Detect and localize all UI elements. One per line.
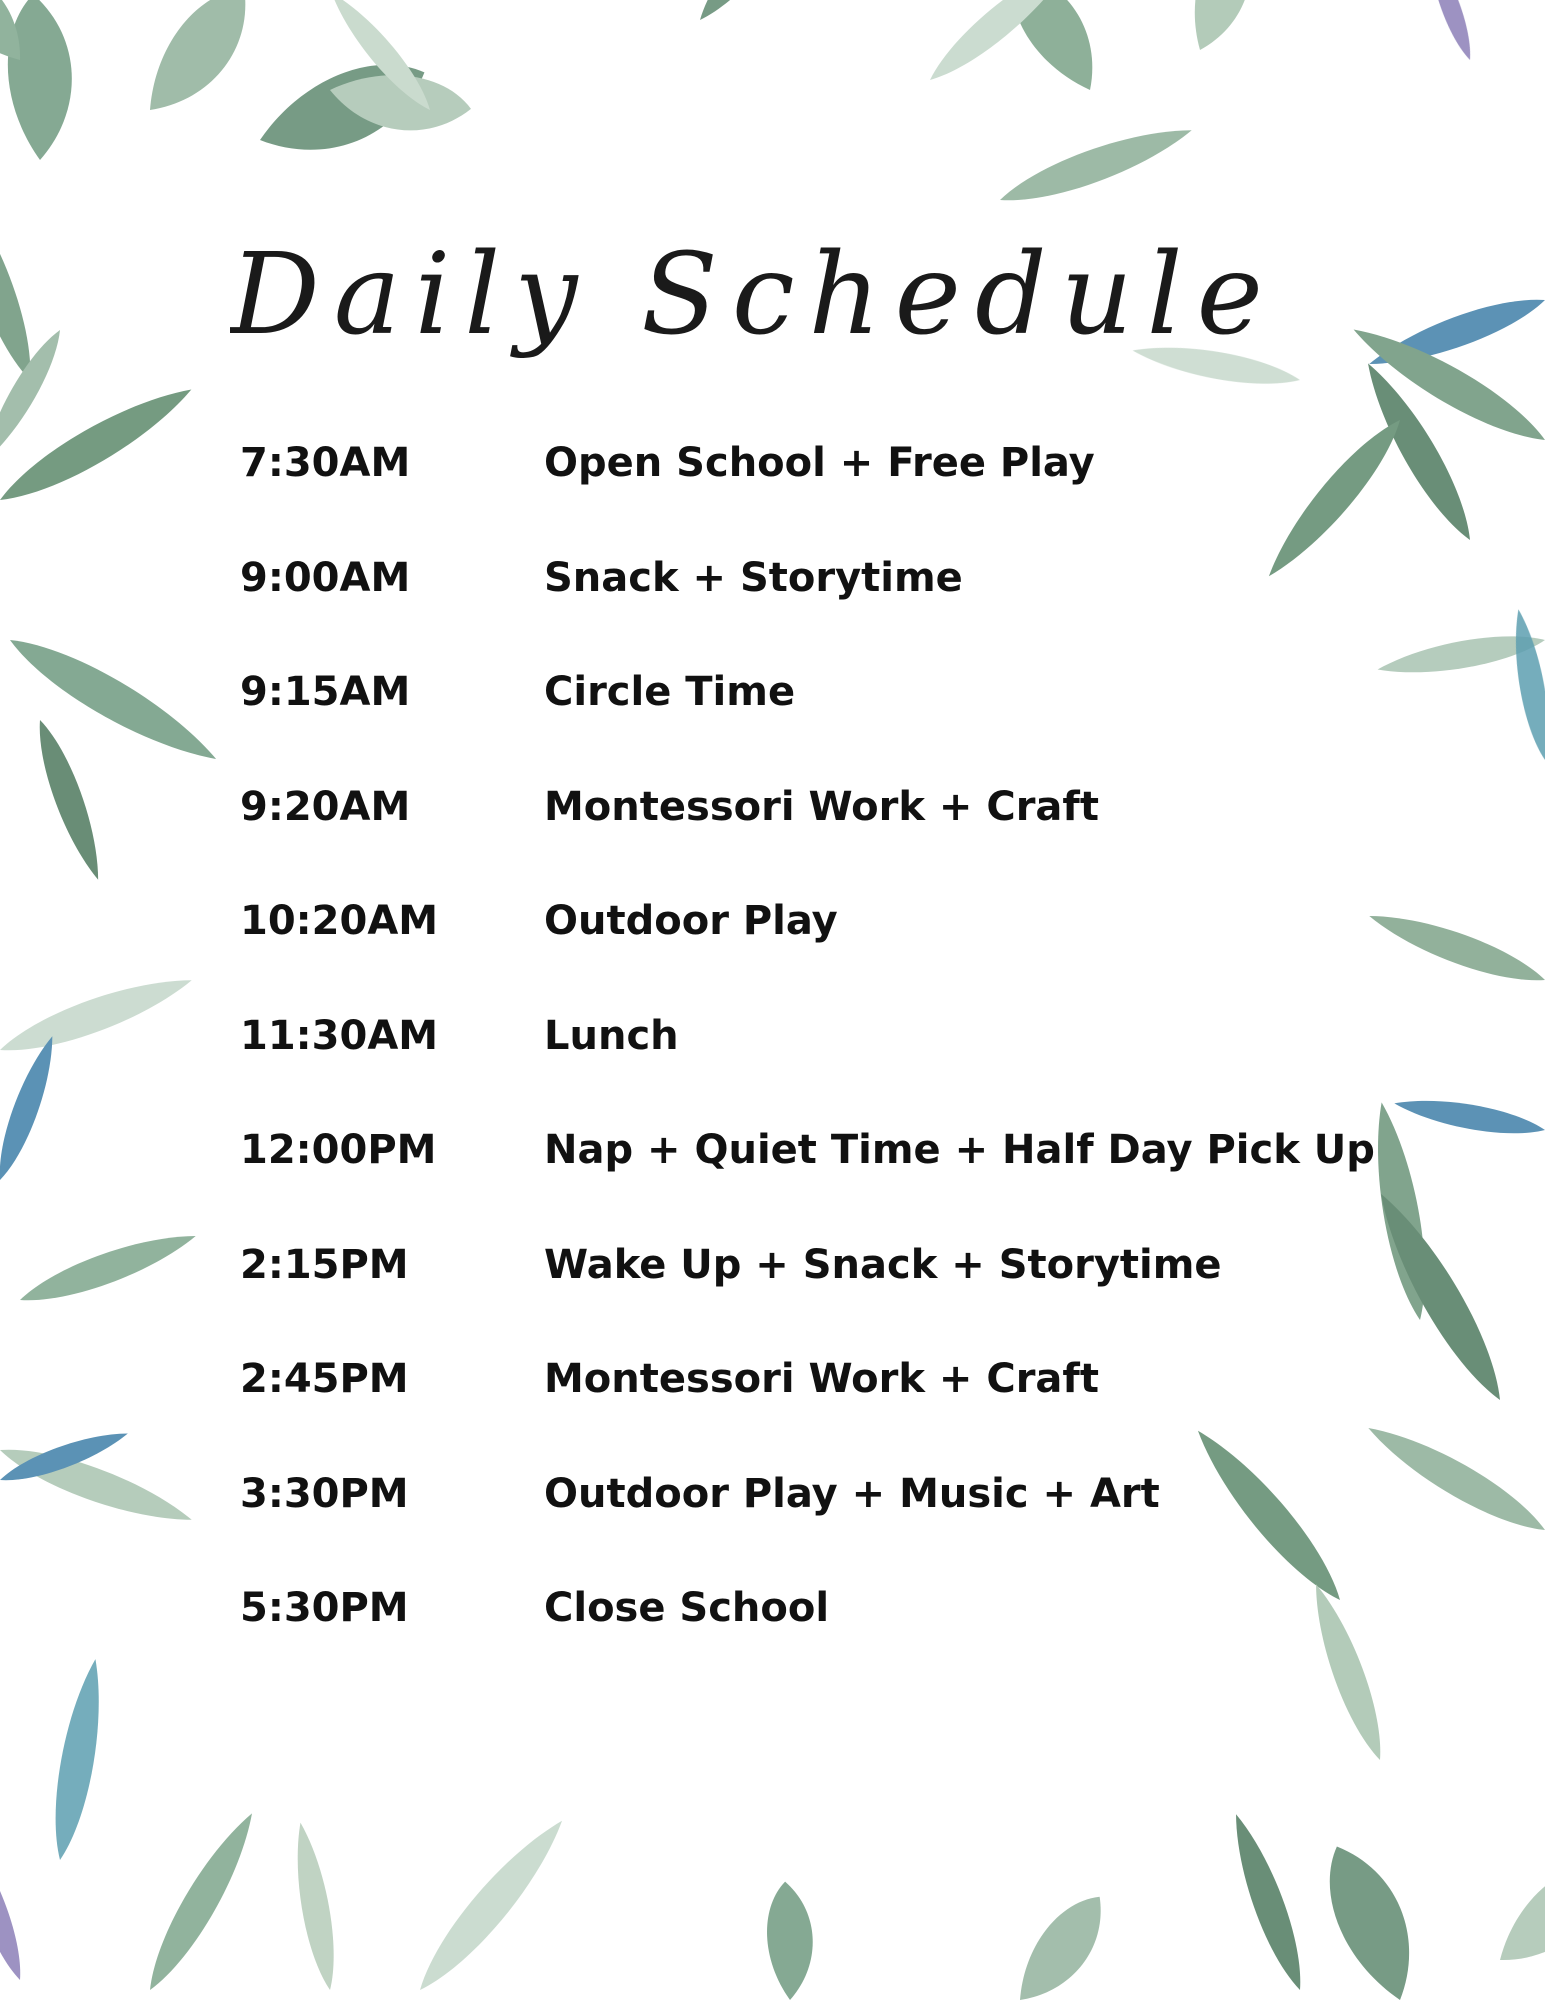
- schedule-row: [240, 1471, 1390, 1586]
- page-title-text: Daily Schedule: [230, 230, 1277, 360]
- bottom-foliage: [0, 1656, 1545, 2000]
- schedule-time: 11:30AM: [240, 1012, 439, 1059]
- schedule-time: 7:30AM: [240, 440, 411, 486]
- schedule-row: [240, 784, 1390, 899]
- schedule-row: [240, 898, 1390, 1013]
- schedule-row: [240, 669, 1390, 784]
- schedule-row: [240, 1585, 1390, 1700]
- schedule-time: 2:15PM: [240, 1241, 409, 1288]
- schedule-activity: Montessori Work + Craft: [544, 1356, 1099, 1402]
- schedule-list: [240, 440, 1390, 1700]
- schedule-activity: Snack + Storytime: [544, 554, 963, 601]
- schedule-activity: Outdoor Play + Music + Art: [544, 1470, 1160, 1517]
- page-title: [230, 215, 1330, 375]
- schedule-activity: Lunch: [544, 1012, 679, 1059]
- schedule-activity: Open School + Free Play: [544, 440, 1095, 486]
- schedule-activity: Outdoor Play: [544, 898, 838, 944]
- schedule-row: [240, 440, 1390, 555]
- schedule-time: 2:45PM: [240, 1356, 409, 1402]
- schedule-row: [240, 1356, 1390, 1471]
- schedule-time: 9:00AM: [240, 554, 411, 601]
- schedule-time: 12:00PM: [240, 1127, 437, 1173]
- schedule-time: 3:30PM: [240, 1470, 409, 1517]
- schedule-row: [240, 1242, 1390, 1357]
- schedule-activity: Wake Up + Snack + Storytime: [544, 1241, 1222, 1288]
- schedule-time: 10:20AM: [240, 898, 439, 944]
- schedule-activity: Montessori Work + Craft: [544, 783, 1099, 830]
- left-foliage: [0, 374, 226, 1535]
- schedule-activity: Close School: [544, 1585, 830, 1631]
- schedule-activity: Circle Time: [544, 669, 796, 715]
- schedule-time: 5:30PM: [240, 1585, 409, 1631]
- schedule-row: [240, 1127, 1390, 1242]
- schedule-row: [240, 1013, 1390, 1128]
- schedule-time: 9:20AM: [240, 783, 411, 830]
- schedule-row: [240, 555, 1390, 670]
- schedule-time: 9:15AM: [240, 669, 411, 715]
- schedule-activity: Nap + Quiet Time + Half Day Pick Up: [544, 1127, 1375, 1173]
